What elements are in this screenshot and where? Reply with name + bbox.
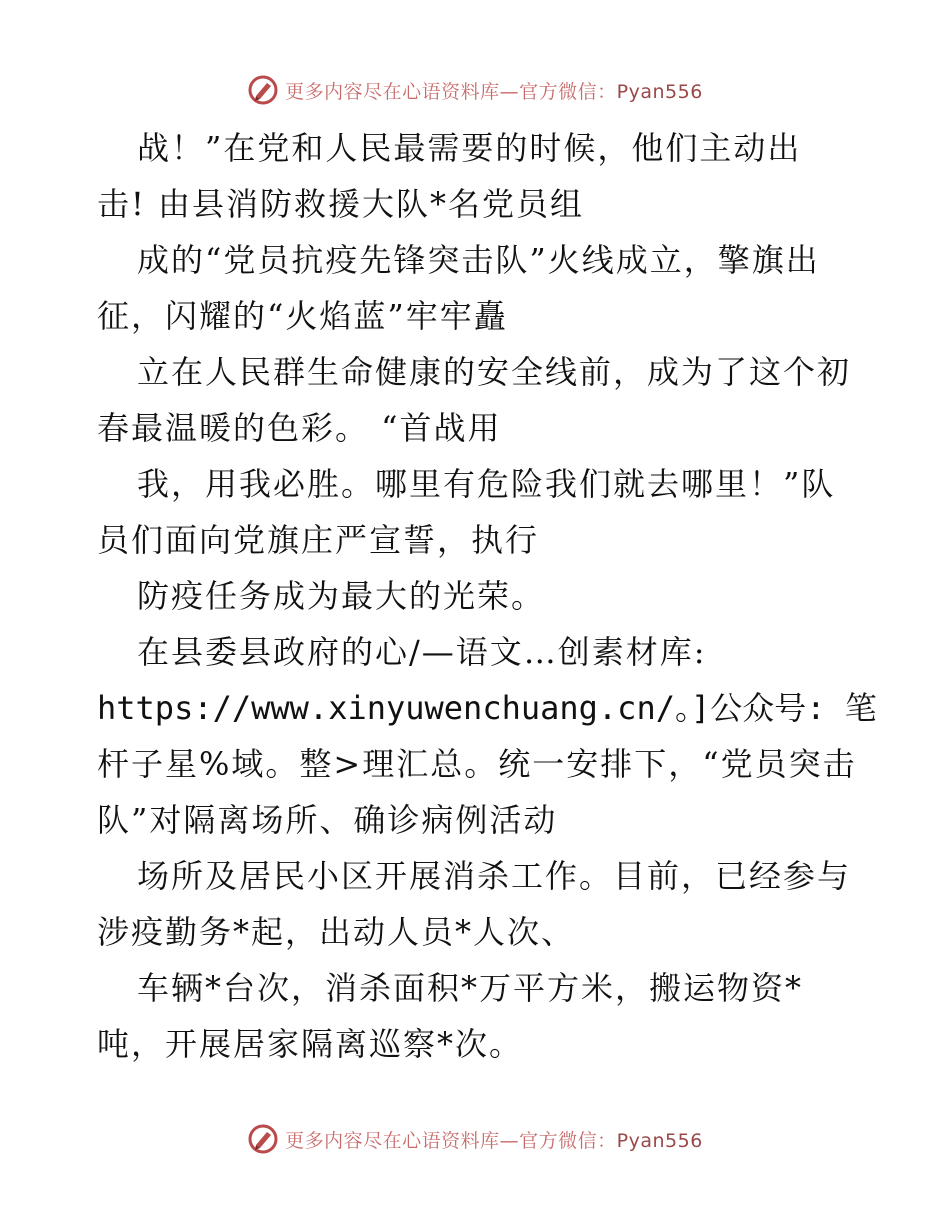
watermark-text: 更多内容尽在心语资料库—官方微信：Pyan556 xyxy=(285,1129,703,1152)
text-line: 立在人民群生命健康的安全线前，成为了这个初 xyxy=(137,353,852,391)
text-line-url: https://www.xinyuwenchuang.cn/。]公众号: 笔 xyxy=(97,689,877,727)
text-line: 队”对隔离场所、确诊病例活动 xyxy=(97,801,558,839)
footer-watermark xyxy=(0,1121,950,1157)
text-line: 涉疫勤务*起，出动人员*人次、 xyxy=(97,913,576,951)
text-line: 杆子星%域。整>理汇总。统一安排下，“党员突击 xyxy=(97,745,857,783)
text-line: 成的“党员抗疫先锋突击队”火线成立，擎旗出 xyxy=(137,241,820,279)
watermark-text: 更多内容尽在心语资料库—官方微信：Pyan556 xyxy=(285,80,703,103)
text-line: 战！”在党和人民最需要的时候，他们主动出 xyxy=(137,129,802,167)
text-line: 场所及居民小区开展消杀工作。目前，已经参与 xyxy=(137,857,852,895)
text-line: 我，用我必胜。哪里有危险我们就去哪里！”队 xyxy=(137,465,836,503)
text-line: 在县委县政府的心/—语文…创素材库: xyxy=(137,633,707,671)
text-line: 春最温暖的色彩。 “首战用 xyxy=(97,409,502,447)
header-watermark xyxy=(0,72,950,108)
pen-circle-logo-icon xyxy=(247,74,279,106)
text-line: 征，闪耀的“火焰蓝”牢牢矗 xyxy=(97,297,508,335)
text-line: 吨，开展居家隔离巡察*次。 xyxy=(97,1025,524,1063)
document-body xyxy=(97,120,877,1072)
text-line: 击! 由县消防救援大队*名党员组 xyxy=(97,185,585,223)
text-line: 车辆*台次，消杀面积*万平方米，搬运物资* xyxy=(137,969,804,1007)
pen-circle-logo-icon xyxy=(247,1123,279,1155)
text-line: 员们面向党旗庄严宣誓，执行 xyxy=(97,521,540,559)
text-line: 防疫任务成为最大的光荣。 xyxy=(137,577,546,615)
